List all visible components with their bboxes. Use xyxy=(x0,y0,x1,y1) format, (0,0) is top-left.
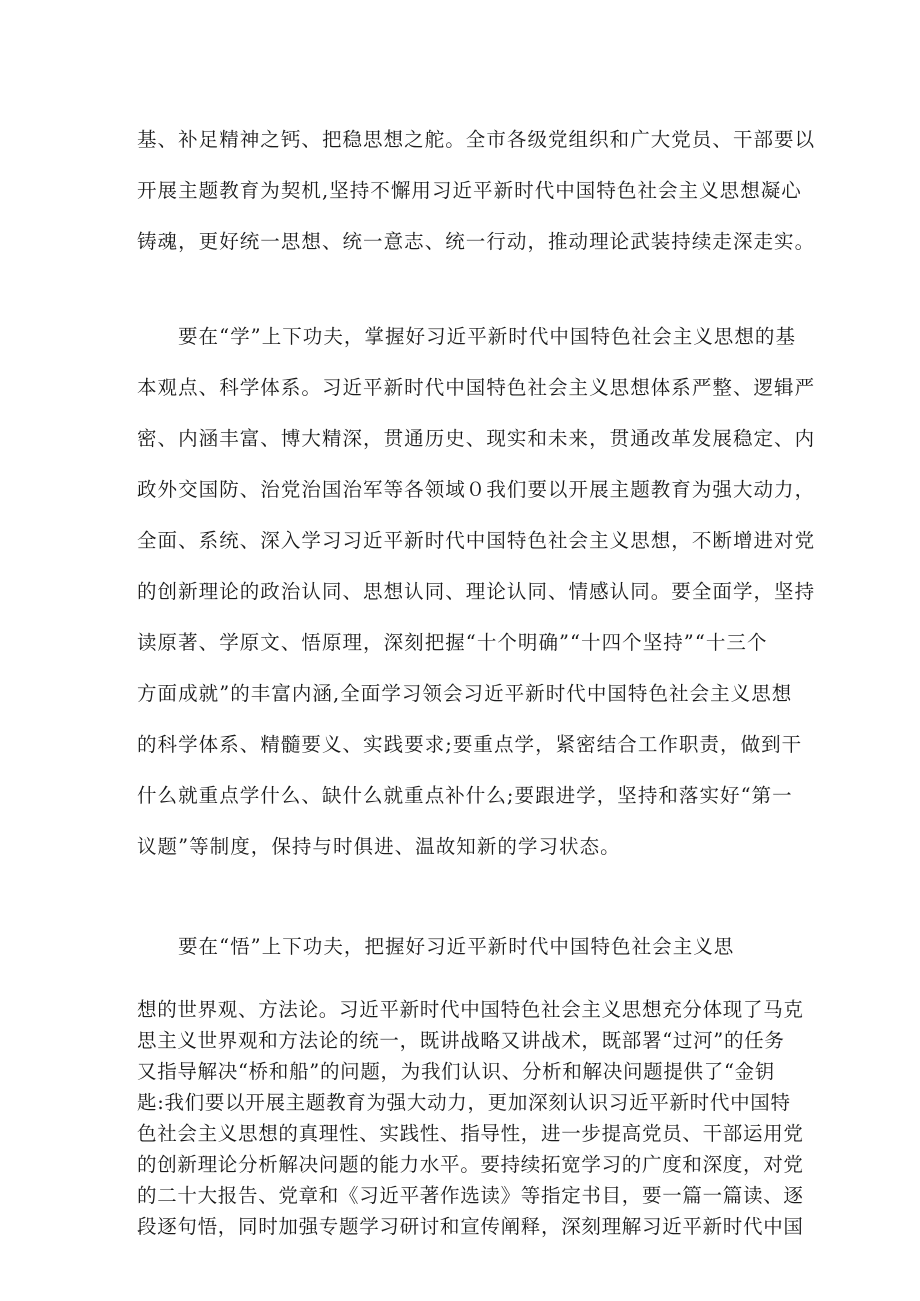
text-line: 读原著、学原文、悟原理，深刻把握“十个明确”“十四个坚持”“十三个 xyxy=(137,631,768,654)
text-line: 思主义世界观和方法论的统一，既讲战略又讲战术，既部署“过河”的任务 xyxy=(137,1029,785,1052)
text-line: 全面、系统、深入学习习近平新时代中国特色社会主义思想，不断增进对党 xyxy=(137,529,816,552)
text-line: 铸魂，更好统一思想、统一意志、统一行动，推动理论武装持续走深走实。 xyxy=(137,230,816,253)
text-line: 匙:我们要以开展主题教育为强大动力，更加深刻认识习近平新时代中国特 xyxy=(137,1091,791,1114)
text-line: 的创新理论分析解决问题的能力水平。要持续拓宽学习的广度和深度，对党 xyxy=(137,1153,804,1176)
text-line: 又指导解决“桥和船”的问题，为我们认识、分析和解决问题提供了“金钥 xyxy=(137,1060,776,1083)
text-line: 的创新理论的政治认同、思想认同、理论认同、情感认同。要全面学，坚持 xyxy=(137,580,816,603)
text-line: 段逐句悟，同时加强专题学习研讨和宣传阐释，深刻理解习近平新时代中国 xyxy=(137,1215,804,1238)
text-line: 想的世界观、方法论。习近平新时代中国特色社会主义思想充分体现了马克 xyxy=(137,998,804,1021)
text-line-indented: 要在“学”上下功夫，掌握好习近平新时代中国特色社会主义思想的基 xyxy=(178,325,796,348)
text-line: 什么就重点学什么、缺什么就重点补什么;要跟进学，坚持和落实好“第一 xyxy=(137,784,793,807)
text-line: 开展主题教育为契机,坚持不懈用习近平新时代中国特色社会主义思想凝心 xyxy=(137,179,802,202)
text-line: 本观点、科学体系。习近平新时代中国特色社会主义思想体系严整、逻辑严 xyxy=(137,376,816,399)
text-line: 的科学体系、精髓要义、实践要求;要重点学，紧密结合工作职责，做到干 xyxy=(137,733,803,756)
text-line: 政外交国防、治党治国治军等各领域０我们要以开展主题教育为强大动力， xyxy=(137,478,816,501)
text-line: 的二十大报告、党章和《习近平著作选读》等指定书目，要一篇一篇读、逐 xyxy=(137,1184,804,1207)
text-line: 基、补足精神之钙、把稳思想之舵。全市各级党组织和广大党员、干部要以 xyxy=(137,128,816,151)
text-line: 色社会主义思想的真理性、实践性、指导性，进一步提高党员、干部运用党 xyxy=(137,1122,804,1145)
text-line: 密、内涵丰富、博大精深，贯通历史、现实和未来，贯通改革发展稳定、内 xyxy=(137,427,816,450)
text-line: 方面成就”的丰富内涵,全面学习领会习近平新时代中国特色社会主义思想 xyxy=(137,682,793,705)
text-line: 议题”等制度，保持与时俱进、温故知新的学习状态。 xyxy=(137,835,621,858)
paragraph-heading-line: 要在“悟”上下功夫，把握好习近平新时代中国特色社会主义思 xyxy=(178,935,735,958)
